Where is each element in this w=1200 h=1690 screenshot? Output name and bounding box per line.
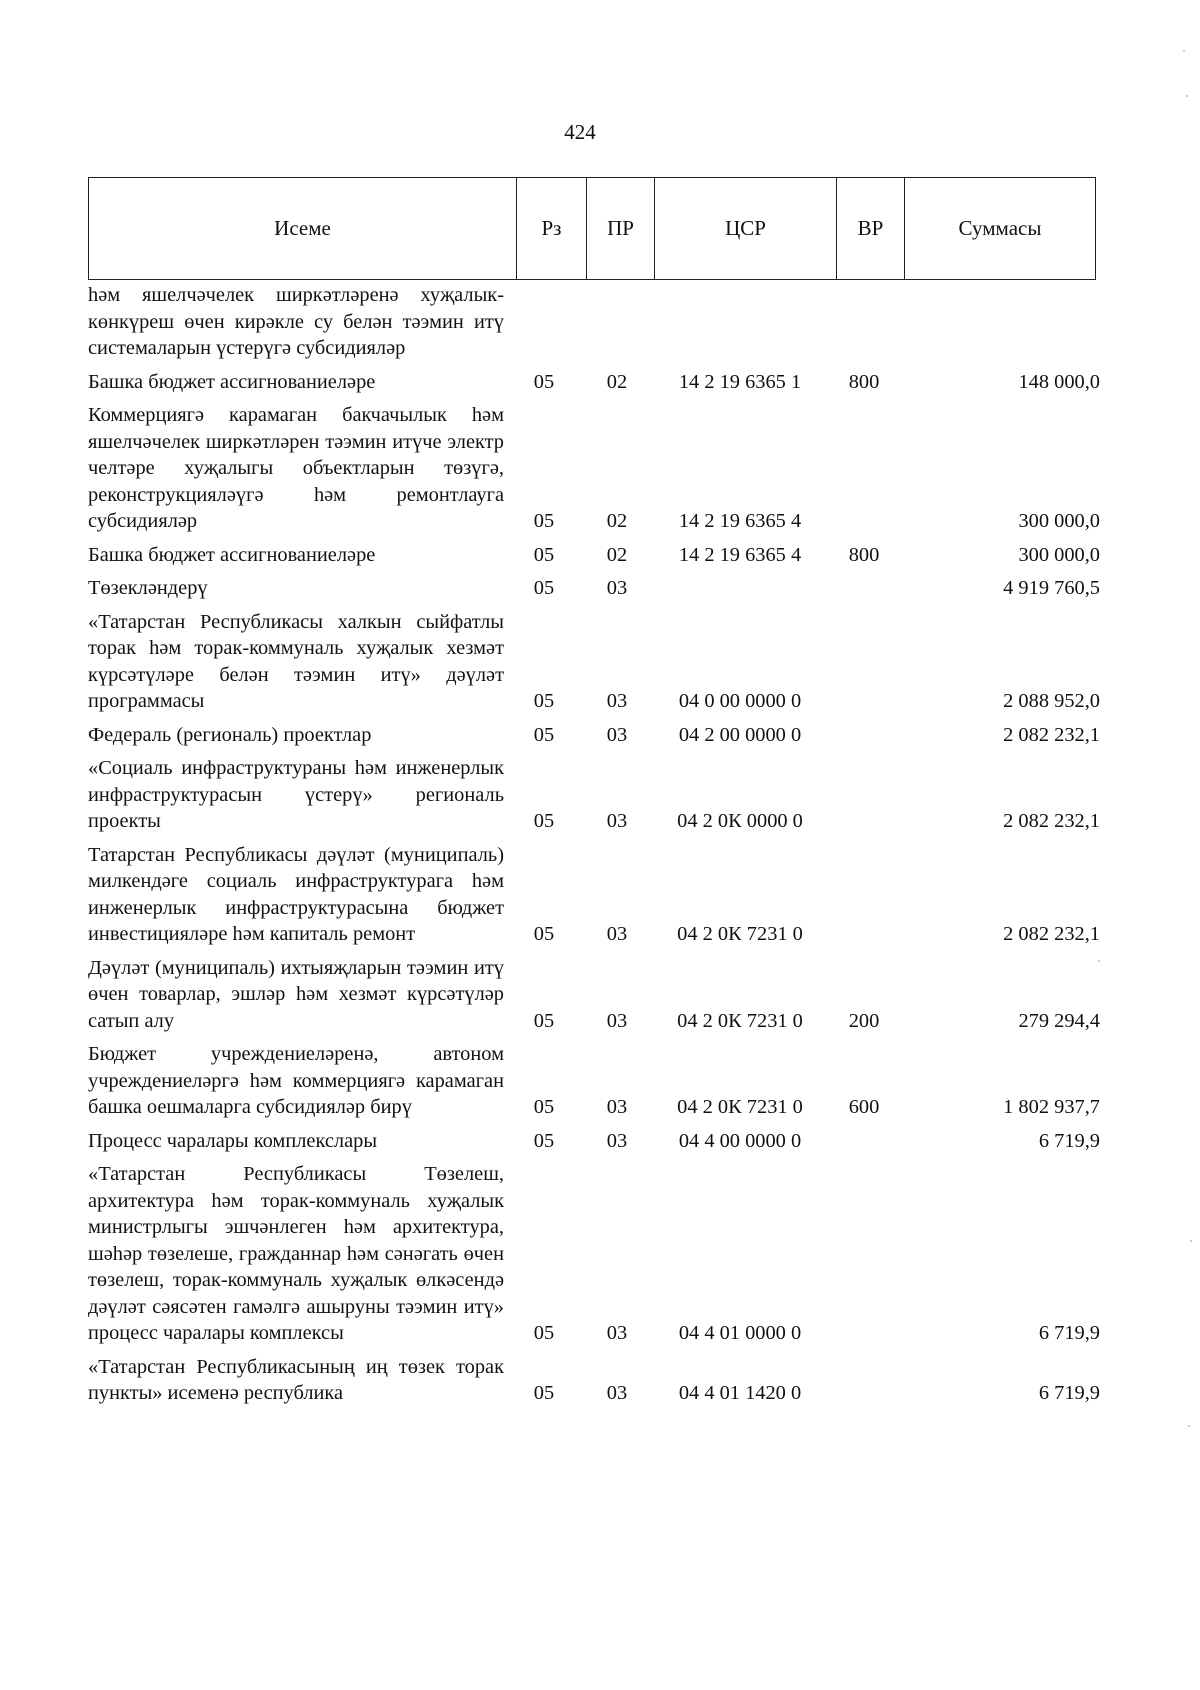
table-row bbox=[88, 369, 1100, 396]
row-name: Коммерциягә карамаган бакчачылык һәм яшелчәчелек ширкәтләрен тәэмин итүче электр челтәре хуҗалыгы объектларын төзүгә, реконструкцияләүгә һәм ремонтлауга субсидияләр bbox=[88, 404, 504, 532]
table-row bbox=[88, 1354, 1100, 1407]
row-sum: 6 719,9 bbox=[1038, 1129, 1100, 1152]
row-rz: 05 bbox=[533, 1009, 555, 1032]
row-sum: 300 000,0 bbox=[1018, 510, 1100, 532]
row-rz: 05 bbox=[533, 543, 555, 566]
row-pr: 03 bbox=[606, 1382, 628, 1404]
table-body bbox=[88, 282, 1100, 1414]
row-rz: 05 bbox=[533, 577, 555, 599]
row-pr: 03 bbox=[606, 1009, 628, 1032]
table-row bbox=[88, 755, 1100, 835]
row-pr: 03 bbox=[606, 577, 628, 599]
row-rz: 05 bbox=[533, 810, 555, 832]
header-rz: Рз bbox=[517, 178, 587, 280]
row-csr: 04 2 0К 0000 0 bbox=[677, 810, 803, 832]
row-vr: 800 bbox=[848, 543, 880, 566]
header-name: Исеме bbox=[89, 178, 517, 280]
scan-speck bbox=[1190, 1240, 1192, 1242]
table-row bbox=[88, 542, 1100, 569]
row-sum: 6 719,9 bbox=[1038, 1322, 1100, 1344]
row-csr: 04 0 00 0000 0 bbox=[678, 690, 802, 712]
row-pr: 03 bbox=[606, 1322, 628, 1344]
row-csr: 14 2 19 6365 4 bbox=[678, 510, 802, 532]
row-name: Башка бюджет ассигнованиеләре bbox=[88, 370, 376, 393]
row-csr: 04 2 00 0000 0 bbox=[678, 723, 802, 746]
row-vr: 600 bbox=[848, 1096, 880, 1118]
row-csr: 04 2 0К 7231 0 bbox=[677, 1096, 803, 1118]
row-rz: 05 bbox=[533, 1322, 555, 1344]
row-name: Бюджет учреждениеләренә, автоном учреждениеләргә һәм коммерциягә карамаган башка оешмаларга субсидияләр бирү bbox=[88, 1043, 504, 1118]
scan-speck bbox=[1186, 95, 1188, 97]
table-row bbox=[88, 609, 1100, 715]
row-name: һәм яшелчәчелек ширкәтләренә хуҗалык-көнкүреш өчен кирәкле су белән тәэмин итү системаларын үстерүгә субсидияләр bbox=[88, 284, 504, 359]
scan-speck bbox=[1188, 1425, 1190, 1427]
table-row bbox=[88, 955, 1100, 1035]
row-csr: 04 4 01 1420 0 bbox=[678, 1382, 802, 1404]
row-sum: 2 088 952,0 bbox=[1003, 690, 1100, 712]
row-name: Башка бюджет ассигнованиеләре bbox=[88, 543, 376, 566]
row-rz: 05 bbox=[533, 690, 555, 712]
row-name: «Социаль инфраструктураны һәм инженерлык инфраструктурасын үстерү» региональ проекты bbox=[88, 757, 504, 832]
row-pr: 03 bbox=[606, 923, 628, 945]
row-sum: 2 082 232,1 bbox=[1003, 810, 1100, 832]
row-csr: 14 2 19 6365 4 bbox=[678, 543, 802, 566]
row-pr: 02 bbox=[606, 510, 628, 532]
row-name: «Татарстан Республикасы Төзелеш, архитектура һәм торак-коммуналь хуҗалык министрлыгы эшчәнлеген һәм архитектура, шәһәр төзелеше, гражданнар һәм сәнәгать өчен төзелеш, торак-коммуналь хуҗалык өлкәсендә дәүләт сәясәтен гамәлгә ашыруны тәэмин итү» процесс чаралары комплексы bbox=[88, 1163, 504, 1344]
row-vr: 800 bbox=[848, 370, 880, 393]
row-rz: 05 bbox=[533, 1096, 555, 1118]
row-rz: 05 bbox=[533, 1382, 555, 1404]
row-rz: 05 bbox=[533, 510, 555, 532]
table-header bbox=[88, 177, 1096, 280]
table-row bbox=[88, 575, 1100, 602]
table-row bbox=[88, 282, 1100, 362]
table-row bbox=[88, 1128, 1100, 1155]
row-name: Федераль (региональ) проектлар bbox=[88, 723, 372, 746]
row-pr: 03 bbox=[606, 1096, 628, 1118]
header-vr: ВР bbox=[837, 178, 905, 280]
row-csr: 04 2 0К 7231 0 bbox=[677, 923, 803, 945]
table-row bbox=[88, 1161, 1100, 1347]
row-name: Процесс чаралары комплекслары bbox=[88, 1129, 378, 1152]
row-rz: 05 bbox=[533, 1129, 555, 1152]
row-sum: 300 000,0 bbox=[1018, 543, 1100, 566]
row-sum: 2 082 232,1 bbox=[1003, 723, 1100, 746]
row-csr: 04 4 01 0000 0 bbox=[678, 1322, 802, 1344]
table-row bbox=[88, 1041, 1100, 1121]
scan-speck bbox=[1098, 960, 1100, 962]
row-pr: 02 bbox=[606, 543, 628, 566]
table-row bbox=[88, 402, 1100, 535]
row-sum: 6 719,9 bbox=[1038, 1382, 1100, 1404]
row-pr: 03 bbox=[606, 723, 628, 746]
row-name: Дәүләт (муниципаль) ихтыяҗларын тәэмин итү өчен товарлар, эшләр һәм хезмәт күрсәтүләр сатып алу bbox=[88, 956, 504, 1032]
table-row bbox=[88, 842, 1100, 948]
row-name: «Татарстан Республикасының иң төзек торак пункты» исеменә республика bbox=[88, 1355, 504, 1404]
row-sum: 148 000,0 bbox=[1018, 370, 1100, 393]
row-sum: 2 082 232,1 bbox=[1003, 923, 1100, 945]
header-pr: ПР bbox=[587, 178, 655, 280]
row-pr: 02 bbox=[606, 370, 628, 393]
row-pr: 03 bbox=[606, 690, 628, 712]
row-csr: 04 4 00 0000 0 bbox=[678, 1129, 802, 1152]
row-name: «Татарстан Республикасы халкын сыйфатлы торак һәм торак-коммуналь хуҗалык хезмәт күрсәтүләре белән тәэмин итү» дәүләт программасы bbox=[88, 610, 504, 712]
row-vr: 200 bbox=[848, 1009, 880, 1032]
row-name: Төзекләндерү bbox=[88, 577, 208, 599]
row-sum: 1 802 937,7 bbox=[1003, 1096, 1100, 1118]
row-sum: 4 919 760,5 bbox=[1003, 577, 1100, 599]
page-number: 424 bbox=[564, 120, 596, 144]
row-name: Татарстан Республикасы дәүләт (муниципаль) милкендәге социаль инфраструктурага һәм инженерлык инфраструктурасына бюджет инвестицияләре һәм капиталь ремонт bbox=[88, 843, 504, 945]
row-sum: 279 294,4 bbox=[1018, 1009, 1100, 1032]
table-row bbox=[88, 722, 1100, 749]
row-rz: 05 bbox=[533, 923, 555, 945]
header-csr: ЦСР bbox=[655, 178, 837, 280]
row-pr: 03 bbox=[606, 810, 628, 832]
scan-speck bbox=[1183, 50, 1185, 52]
row-rz: 05 bbox=[533, 723, 555, 746]
row-csr: 14 2 19 6365 1 bbox=[678, 370, 802, 393]
row-pr: 03 bbox=[606, 1129, 628, 1152]
header-sum: Суммасы bbox=[905, 178, 1096, 280]
row-csr: 04 2 0К 7231 0 bbox=[677, 1009, 803, 1032]
row-rz: 05 bbox=[533, 370, 555, 393]
